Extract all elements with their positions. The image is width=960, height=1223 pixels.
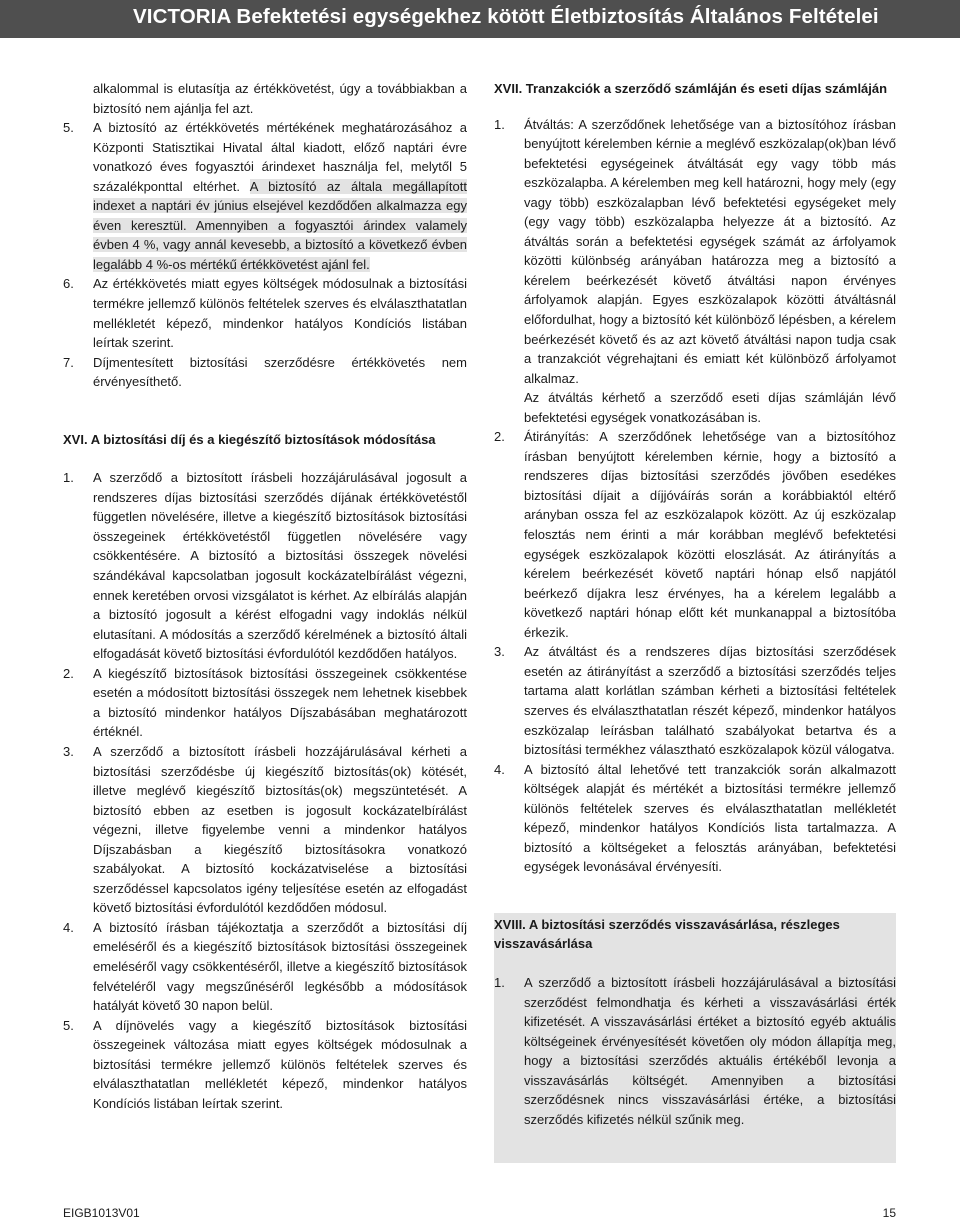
list-item — [63, 918, 467, 1016]
list-item — [63, 468, 467, 663]
item-number: 1. — [494, 974, 505, 990]
section-heading-xvi: XVI. A biztosítási díj és a kiegészítő biztosítások módosítása — [63, 431, 436, 447]
item-number: 4. — [63, 919, 74, 935]
item-number: 2. — [63, 665, 74, 681]
item-text: A díjnövelés vagy a kiegészítő biztosítások biztosítási összegeinek változása miatt egyes költségek módosulnak a biztosítási termékre jellemző különös feltételek szerves és elválaszthatatlan mellékletét képező, mindenkor hatályos Kondíciós listában leírtak szerint. — [93, 1017, 467, 1111]
item-text — [524, 115, 896, 428]
item-text: Átirányítás: A szerződőnek lehetősége van a biztosítóhoz írásban benyújtott kérelemben kérnie, hogy a biztosító a rendszeres díjas biztosítási szerződés jövőben esedékes biztosítási díjait a díjjóváírás során a korábbiaktól eltérő arányban ossza fel az eszközalapok között. Az új eszközalap felosztás nem érinti a már korábban meglévő befektetési egységek eszközalapok közötti eloszlását. Az átirányítás a kérelem beérkezését követő naptári hónap első napjától beérkező díjakra lesz érvényes, ha a kérelem legalább a következő naptári hónap előtt két munkanappal a biztosítóba érkezik. — [524, 429, 896, 640]
document-title: VICTORIA Befektetési egységekhez kötött Életbiztosítás Általános Feltételei — [133, 5, 879, 28]
list-item — [63, 274, 467, 352]
list-item — [494, 427, 896, 642]
item-text: Az értékkövetés miatt egyes költségek módosulnak a biztosítási termékre jellemző különös feltételek szerves és elválaszthatatlan mellékletét képező, mindenkor hatályos Kondíciós listában leírtak szerint. — [93, 276, 467, 351]
list-item — [63, 742, 467, 918]
item-text: A szerződő a biztosított írásbeli hozzájárulásával a biztosítási szerződést felmondhatja és kérheti a visszavásárlási érték kifizetését. A visszavásárlási értéket a biztosító egyéb aktuális költségeinek érvényesítését követően oly módon állapítja meg, hogy a biztosítási szerződés aktuális értékéből levonja a visszavásárlás költségét. Amennyiben a biztosítási szerződésnek nincs visszavásárlási értéke, a biztosítási szerződés kifizetés nélkül szűnik meg. — [524, 974, 896, 1127]
list-item — [494, 973, 896, 1129]
item-text: Az átváltást és a rendszeres díjas biztosítási szerződések esetén az átirányítást a szerződő a biztosítási szerződés teljes tartama alatt korlátlan számban kérheti a biztosítási feltételek szerves és elválaszthatatlan részét képező, mindenkor hatályos eszközalap leírásban található szabályokat betartva és a biztosítási termékhez választható eszközalapok közül válogatva. — [524, 644, 896, 758]
right-column — [494, 79, 896, 1129]
item-number: 5. — [63, 1017, 74, 1033]
list-item — [494, 760, 896, 877]
item-text: A kiegészítő biztosítások biztosítási összegeinek csökkentése esetén a módosított biztosítási összegek nem lehetnek kisebbek a biztosító mindenkor hatályos Díjszabásában meghatározott értéknél. — [93, 665, 467, 740]
item-text-continued: Az átváltás kérhető a szerződő eseti díjas számláján lévő befektetési egységek vonatkozásában is. — [524, 390, 896, 425]
list-item — [494, 642, 896, 759]
item-number: 1. — [63, 470, 74, 486]
item-text: A szerződő a biztosított írásbeli hozzájárulásával kérheti a biztosítási szerződésbe új kiegészítő biztosítás(ok) kötését, illetve meglévő kiegészítő biztosítás(ok) megszüntetését. A biztosító ebben az esetben is jogosult kockázatelbírálást végezni, illetve figyelembe venni a mindenkor hatályos Díjszabásban a kiegészítő biztosításokra vonatkozó szabályokat. A biztosító kockázatviselése a biztosítási szerződéssel kapcsolatos igény teljesítése esetén az elfogadást követő biztosítási évfordulótól kezdődően módosul. — [93, 743, 467, 916]
list-item — [63, 1016, 467, 1114]
list-item — [494, 115, 896, 428]
item-text: A biztosító által lehetővé tett tranzakciók során alkalmazott költségek alapját és mértékét a biztosítási termékre jellemző különös feltételek szerves és elválaszthatatlan mellékletét képező, mindenkor hatályos Kondíciós lista tartalmazza. A biztosító a költségeket a felosztás arányában, befektetési egységek levonásával érvényesíti. — [524, 761, 896, 875]
item-text: A biztosító írásban tájékoztatja a szerződőt a biztosítási díj emeléséről és a kiegészítő biztosítások biztosítási összegeinek emeléséről vagy csökkentéséről, illetve a kiegészítő biztosítások felvételéről vagy megszűnéséről legkésőbb a módosítások hatályát követő 30 napon belül. — [93, 919, 467, 1014]
section-heading-xvii: XVII. Tranzakciók a szerződő számláján és eseti díjas számláján — [494, 81, 888, 96]
page-number: 15 — [882, 1206, 896, 1220]
list-item — [63, 118, 467, 274]
item-text — [93, 118, 467, 274]
item-text: Díjmentesített biztosítási szerződésre értékkövetés nem érvényesíthető. — [93, 354, 467, 390]
item-text-main: Átváltás: A szerződőnek lehetősége van a biztosítóhoz írásban benyújtott kérelemben kérnie a meglévő eszközalap(ok)ban lévő befektetési egységeinek átváltását egy vagy több más eszközalapba. A kérelemben meg kell határozni, hogy mely (egy vagy több) eszközalapban lévő befektetési egységeket mely (egy vagy több) eszközalapba helyezze át a biztosító. Az átváltás során a befektetési egységek számát az árfolyamok közötti különbség arányában határozza meg a biztosító a kérelem beérkezését követő átváltási napon érvényes árfolyamok alapján. Egyes eszközalapok közötti átváltásnál előfordulhat, hogy a biztosító két különböző lépésben, a kérelem beérkezését követő és az azt követő átváltási napon tudja csak a tranzakciót végrehajtani és emiatt két különböző árfolyamot alkalmaz. — [524, 116, 896, 386]
item-text: A szerződő a biztosított írásbeli hozzájárulásával jogosult a rendszeres díjas biztosítási szerződés díjának értékkövetéstől független növelésére, illetve a kiegészítő biztosítások biztosítási összegeinek értékkövetéstől független növelésére vagy csökkentésére. A biztosító a biztosítási összegek növelési szándékával kapcsolatban jogosult kockázatelbírálást végezni, ennek keretében orvosi vizsgálatot is kérhet. Az elbírálás alapján a biztosító jogosult a kérést elfogadni vagy indoklás nélkül elutasítani. A módosítás a szerződő kérelmének a biztosító általi elfogadását követő biztosítási évfordulótól kezdődően hatályos. — [93, 470, 467, 662]
document-code: EIGB1013V01 — [63, 1206, 140, 1220]
item-number: 4. — [494, 761, 505, 777]
item-number: 1. — [494, 116, 505, 132]
intro-paragraph: alkalommal is elutasítja az értékkövetést, úgy a továbbiakban a biztosító nem ajánlja fel azt. — [93, 81, 467, 116]
item-number: 3. — [63, 743, 74, 759]
item-number: 7. — [63, 354, 74, 370]
item-number: 3. — [494, 644, 505, 660]
list-item — [63, 353, 467, 392]
document-header — [0, 0, 960, 38]
item-text-shaded: A biztosító az általa megállapított indexet a naptári év június elsejével kezdődően alkalmazza egy éven keresztül. Amennyiben a fogyasztói árindex valamely évben 4 %, vagy annál kevesebb, a biztosító a következő évben legalább 4 %-os mértékű értékkövetést ajánl fel. — [93, 178, 467, 272]
left-column — [63, 79, 467, 1113]
item-number: 2. — [494, 429, 505, 445]
section-heading-xviii: XVIII. A biztosítási szerződés visszavásárlása, részleges visszavásárlása — [494, 916, 840, 952]
item-number: 5. — [63, 120, 74, 136]
item-text-plain: A biztosító az értékkövetés mértékének meghatározásához a Központi Statisztikai Hivatal által kiadott, előző naptári évre vonatkozó éves fogyasztói árindexet használja fel, melytől 5 százalékponttal eltérhet. — [93, 120, 467, 194]
list-item — [63, 664, 467, 742]
item-number: 6. — [63, 276, 74, 292]
